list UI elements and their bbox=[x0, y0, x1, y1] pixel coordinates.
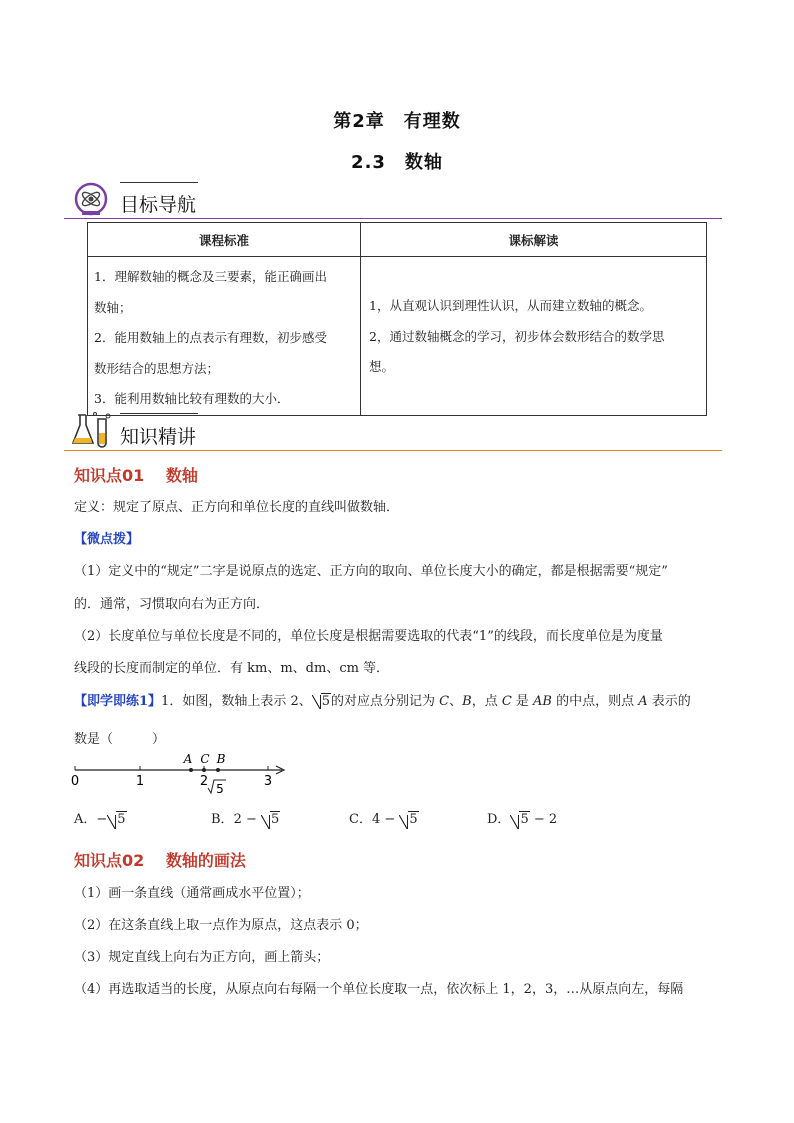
flask-atom-icon bbox=[72, 180, 112, 218]
table-header: 课程标准 bbox=[88, 223, 361, 257]
kp2-step: （4）再选取适当的长度，从原点向右每隔一个单位长度取一点，依次标上 1，2，3，…从原点向左，每隔 bbox=[74, 982, 684, 997]
standard-line: 2．能用数轴上的点表示有理数，初步感受 bbox=[94, 330, 327, 345]
standard-line: 1．理解数轴的概念及三要素，能正确画出 bbox=[94, 269, 327, 284]
section-title: 2.3 数轴 bbox=[351, 152, 443, 173]
interpretation-line: 2，通过数轴概念的学习，初步体会数形结合的数学思 bbox=[369, 328, 665, 344]
point-label-b: B bbox=[216, 752, 226, 766]
tip-label: 【微点拨】 bbox=[74, 532, 140, 547]
interpretation-cell bbox=[361, 257, 707, 416]
standard-line: 数形结合的思想方法； bbox=[94, 360, 220, 376]
tick-label-1: 1 bbox=[135, 774, 145, 789]
option-label: B． bbox=[211, 812, 234, 827]
sqrt-expression bbox=[510, 812, 529, 827]
option-label: D． bbox=[487, 812, 511, 827]
nav-section-title: 目标导航 bbox=[120, 194, 197, 216]
standards-cell bbox=[88, 257, 361, 416]
kp2-step: （3）规定直线上向右为正方向，画上箭头； bbox=[74, 950, 330, 965]
option-c[interactable] bbox=[349, 808, 419, 827]
option-b[interactable] bbox=[211, 808, 280, 827]
practice-label: 【即学即练1】 bbox=[74, 694, 162, 709]
tick-label-3: 3 bbox=[263, 774, 273, 789]
tip1-line2: 的．通常，习惯取向右为正方向． bbox=[74, 597, 270, 612]
point-c bbox=[202, 768, 206, 772]
practice-text: 的对应点分别记为 bbox=[331, 694, 440, 709]
chapter-title: 第2章 有理数 bbox=[333, 111, 461, 132]
tick-label-2: 2 bbox=[199, 774, 209, 789]
sqrt-expression bbox=[312, 692, 331, 712]
knowledge-section-title: 知识精讲 bbox=[120, 426, 197, 448]
table-header: 课标解读 bbox=[361, 223, 707, 257]
tick-label-0: 0 bbox=[70, 774, 80, 789]
point-a bbox=[189, 768, 193, 772]
sqrt-expression bbox=[399, 812, 418, 827]
kp2-step: （2）在这条直线上取一点作为原点，这点表示 0； bbox=[74, 918, 368, 933]
point-label-a: A bbox=[183, 752, 193, 766]
knowledge-section-divider bbox=[64, 450, 722, 451]
option-prefix: 2 − bbox=[233, 812, 261, 827]
tip2-line2: 线段的长度而制定的单位．有 km、m、dm、cm 等． bbox=[74, 661, 390, 676]
point-name: C bbox=[439, 694, 450, 709]
practice-text: 表示的 bbox=[647, 694, 691, 709]
sqrt-radicand: 5 bbox=[409, 812, 418, 827]
option-d[interactable] bbox=[487, 808, 557, 827]
point-label-c: C bbox=[200, 752, 210, 766]
segment-name: AB bbox=[533, 694, 552, 709]
kp2-step: （1）画一条直线（通常画成水平位置）； bbox=[74, 886, 310, 901]
point-b bbox=[216, 768, 220, 772]
tip1-line1: （1）定义中的“规定”二字是说原点的选定、正方向的取向、单位长度大小的确定，都是根据需要“规定” bbox=[74, 564, 668, 579]
tip2-line1: （2）长度单位与单位长度是不同的，单位长度是根据需要选取的代表“1”的线段，而长度单位是为度量 bbox=[74, 629, 663, 644]
nav-section-divider bbox=[64, 218, 722, 219]
option-label: C． bbox=[349, 812, 372, 827]
kp2-title: 知识点02 数轴的画法 bbox=[74, 851, 246, 870]
interpretation-line: 想。 bbox=[369, 359, 395, 374]
practice-text: 1．如图，数轴上表示 2、 bbox=[161, 694, 312, 709]
nav-title-overline bbox=[120, 182, 198, 183]
point-name: C bbox=[501, 694, 512, 709]
practice-text: 是 bbox=[511, 694, 534, 709]
kp1-title: 知识点01 数轴 bbox=[74, 466, 198, 485]
kp1-definition: 定义：规定了原点、正方向和单位长度的直线叫做数轴． bbox=[74, 500, 400, 515]
option-label: A． bbox=[74, 812, 97, 827]
point-name: A bbox=[638, 694, 648, 709]
practice-question bbox=[74, 692, 724, 712]
practice-line2: 数是（ ） bbox=[74, 732, 166, 747]
standard-line: 数轴； bbox=[94, 299, 132, 315]
option-prefix: 4 − bbox=[371, 812, 400, 827]
practice-text: ，点 bbox=[471, 694, 502, 709]
knowledge-title-overline bbox=[120, 413, 198, 414]
sqrt-expression bbox=[261, 812, 280, 827]
sqrt-radicand: 5 bbox=[271, 812, 280, 827]
sqrt-expression bbox=[107, 812, 126, 827]
option-a[interactable] bbox=[74, 808, 127, 827]
practice-text: 、 bbox=[449, 694, 463, 709]
sqrt-radicand: 5 bbox=[520, 812, 529, 827]
option-suffix: − 2 bbox=[529, 812, 558, 827]
sqrt-label: 5 bbox=[216, 782, 224, 796]
option-prefix: − bbox=[96, 812, 108, 827]
sqrt-radicand: 5 bbox=[117, 812, 126, 827]
lab-flasks-icon bbox=[70, 411, 114, 449]
standard-line: 3．能利用数轴比较有理数的大小． bbox=[94, 391, 290, 406]
standards-table bbox=[87, 222, 707, 416]
practice-text: 的中点，则点 bbox=[552, 694, 639, 709]
point-name: B bbox=[462, 694, 472, 709]
sqrt-radicand: 5 bbox=[321, 694, 331, 709]
interpretation-line: 1，从直观认识到理性认识，从而建立数轴的概念。 bbox=[369, 298, 652, 313]
number-line-figure bbox=[66, 750, 296, 798]
